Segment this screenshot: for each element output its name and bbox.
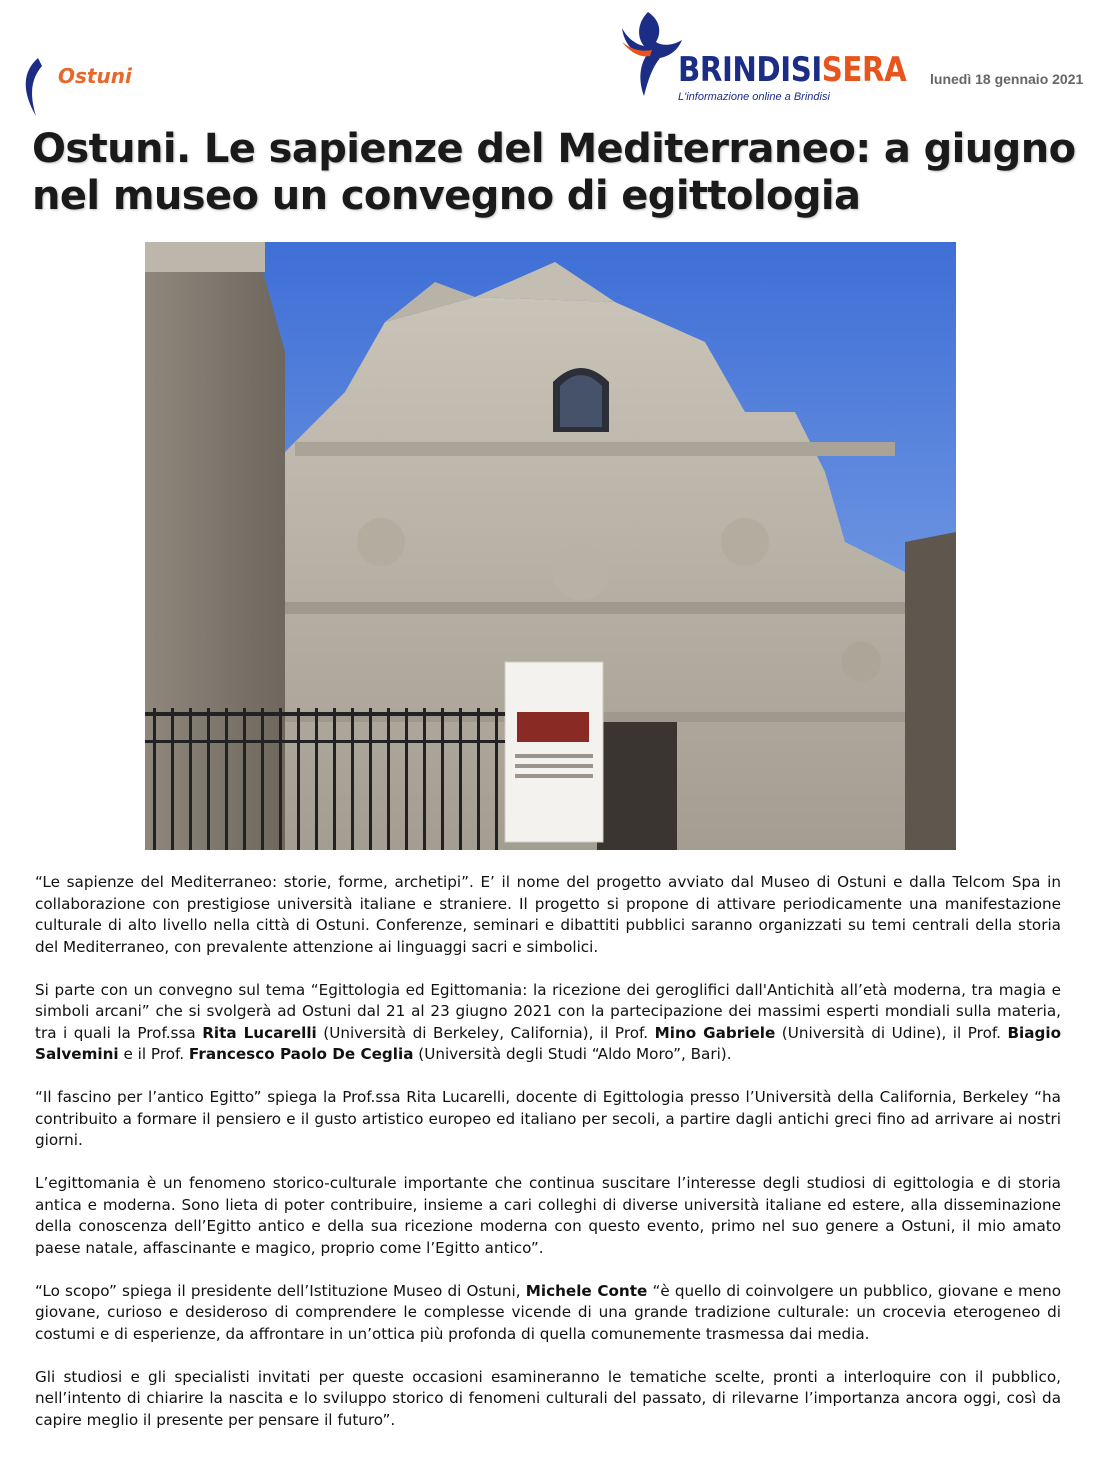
section-label[interactable]: Ostuni: [58, 64, 132, 88]
logo-wordmark: BRINDISISERA: [678, 50, 907, 90]
article-paragraph-6: Gli studiosi e gli specialisti invitati per queste occasioni esamineranno le tematiche scelte, pronti a interloquire con il pubblico, nell’intento di chiarire la nascita e lo sviluppo storico di fenomeni culturali del passato, di rilevarne l’importanza ancora oggi, così da capire meglio il presente per pensare il futuro”.: [35, 1367, 1061, 1429]
header-date: lunedì 18 gennaio 2021: [930, 71, 1084, 87]
article-photo: [145, 242, 956, 850]
article-title: Ostuni. Le sapienze del Mediterraneo: a giugno nel museo un convegno di egittologia: [32, 126, 1076, 219]
person-name: Biagio Salvemini: [35, 1023, 1062, 1063]
person-name: Mino Gabriele: [654, 1023, 776, 1042]
site-logo[interactable]: [618, 10, 918, 102]
page-header: [0, 0, 1100, 122]
article-body: [35, 872, 1061, 1453]
logo-tagline: L'informazione online a Brindisi: [678, 91, 830, 103]
person-name: Francesco Paolo De Ceglia: [188, 1045, 414, 1063]
person-name: Rita Lucarelli: [202, 1023, 317, 1042]
article-paragraph-2: Si parte con un convegno sul tema “Egittologia ed Egittomania: la ricezione dei geroglifici dall'Antichità all’età moderna, tra magia e simboli arcani” che si svolgerà ad Ostuni dal 21 al 23 giugno 2021 con la partecipazione dei massimi esperti mondiali sulla materia, tra i quali la Prof.ssa Rita Lucarelli (Università di Berkeley, California), il Prof. Mino Gabriele (Università di Udine), il Prof. Biagio Salvemini e il Prof. Francesco Paolo De Ceglia (Università degli Studi “Aldo Moro”, Bari).: [35, 980, 1062, 1063]
article-paragraph-1: “Le sapienze del Mediterraneo: storie, forme, archetipi”. E’ il nome del progetto avviato dal Museo di Ostuni e dalla Telcom Spa in collaborazione con prestigiose università italiane e straniere. Il progetto si propone di attivare periodicamente una manifestazione culturale di alto livello nella città di Ostuni. Conferenze, seminari e dibattiti pubblici saranno organizzati su temi centrali della storia del Mediterraneo, con prevalente attenzione ai linguaggi sacri e simbolici.: [35, 873, 1061, 956]
church-facade-photo: [145, 242, 956, 850]
person-name: Michele Conte: [525, 1281, 648, 1300]
article-paragraph-4: L’egittomania è un fenomeno storico-culturale importante che continua suscitare l’interesse degli studiosi di egittologia e di storia antica e moderna. Sono lieta di poter contribuire, insieme a cari colleghi di diverse università italiane ed estere, alla disseminazione della conoscenza dell’Egitto antico e della sua ricezione moderna con questo evento, primo nel suo genere a Ostuni, il mio amato paese natale, affascinante e magico, proprio come l’Egitto antico”.: [35, 1174, 1061, 1257]
article-paragraph-3: “Il fascino per l’antico Egitto” spiega la Prof.ssa Rita Lucarelli, docente di Egittologia presso l’Università della California, Berkeley “ha contribuito a formare il pensiero e il gusto artistico europeo ed italiano per secoli, a partire dagli antichi greci fino ad arrivare ai nostri giorni.: [35, 1088, 1061, 1149]
logo-figure-icon: [618, 10, 684, 100]
article-paragraph-5: “Lo scopo” spiega il presidente dell’Istituzione Museo di Ostuni, Michele Conte “è quello di coinvolgere un pubblico, giovane e meno giovane, curioso e desideroso di comprendere le complesse vicende di una grande tradizione culturale: un crocevia eterogeneo di costumi e di esperienze, da affrontare in un’ottica più profonda di quella comunemente trasmessa dai media.: [35, 1281, 1061, 1343]
section-mark-icon: [20, 58, 50, 118]
